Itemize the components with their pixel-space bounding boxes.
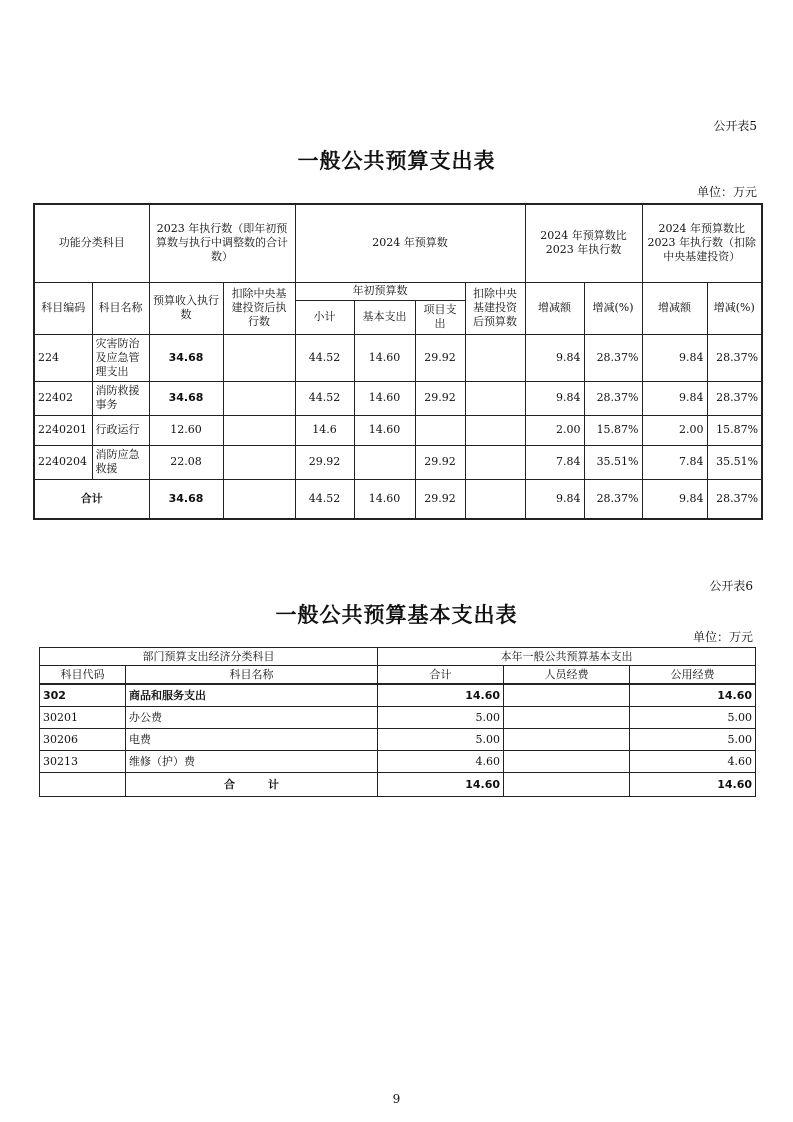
table6-unit: 单位：万元 <box>692 630 753 644</box>
total-inc2: 9.84 <box>642 479 707 519</box>
cell-name: 办公费 <box>126 707 378 729</box>
cell-name: 行政运行 <box>92 415 149 445</box>
header-subject-code: 科目编码 <box>34 282 92 334</box>
header-increase-pct-1: 增减(%) <box>584 282 642 334</box>
cell-inc1: 9.84 <box>525 334 584 381</box>
cell-pct1: 15.87% <box>584 415 642 445</box>
cell-public: 4.60 <box>630 751 756 773</box>
cell-code: 302 <box>40 684 126 707</box>
table-row <box>40 707 756 729</box>
cell-personnel <box>504 684 630 707</box>
cell-project: 29.92 <box>415 334 465 381</box>
header-increase-amount-2: 增减额 <box>642 282 707 334</box>
cell-excl-budget <box>465 445 525 479</box>
cell-inc1: 2.00 <box>525 415 584 445</box>
cell-project: 29.92 <box>415 381 465 415</box>
cell-personnel <box>504 751 630 773</box>
cell-exec: 34.68 <box>149 381 223 415</box>
cell-total: 4.60 <box>378 751 504 773</box>
header-exec-2023: 2023 年执行数（即年初预算数与执行中调整数的合计数） <box>149 204 295 282</box>
cell-subtotal: 44.52 <box>295 381 354 415</box>
cell-code: 30206 <box>40 729 126 751</box>
header-excl-central-exec: 扣除中央基建投资后执行数 <box>223 282 295 334</box>
cell-public: 14.60 <box>630 684 756 707</box>
cell-inc2: 7.84 <box>642 445 707 479</box>
cell-pct2: 35.51% <box>707 445 762 479</box>
cell-exec: 12.60 <box>149 415 223 445</box>
cell-inc1: 9.84 <box>525 381 584 415</box>
header-subtotal: 小计 <box>295 300 354 334</box>
cell-name: 消防救援事务 <box>92 381 149 415</box>
header-econ-subject: 部门预算支出经济分类科目 <box>40 648 378 666</box>
cell-name: 消防应急救援 <box>92 445 149 479</box>
cell-total: 5.00 <box>378 729 504 751</box>
cell-pct2: 28.37% <box>707 381 762 415</box>
cell-personnel <box>504 729 630 751</box>
cell-code: 224 <box>34 334 92 381</box>
table-row <box>34 415 762 445</box>
total-total: 14.60 <box>378 773 504 797</box>
cell-basic <box>354 445 415 479</box>
cell-pct2: 15.87% <box>707 415 762 445</box>
header-increase-amount-1: 增减额 <box>525 282 584 334</box>
header-project-exp: 项目支出 <box>415 300 465 334</box>
header-increase-pct-2: 增减(%) <box>707 282 762 334</box>
general-budget-basic-expenditure-table <box>39 647 756 797</box>
cell-pct1: 35.51% <box>584 445 642 479</box>
cell-project <box>415 415 465 445</box>
header-personnel: 人员经费 <box>504 666 630 685</box>
cell-excl-exec <box>223 415 295 445</box>
cell-personnel <box>504 707 630 729</box>
header-func-subject: 功能分类科目 <box>34 204 149 282</box>
total-row <box>34 479 762 519</box>
cell-pct2: 28.37% <box>707 334 762 381</box>
header-compare-excl: 2024 年预算数比 2023 年执行数（扣除中央基建投资） <box>642 204 762 282</box>
table5-unit: 单位：万元 <box>696 185 757 199</box>
table5-tag: 公开表5 <box>713 119 757 133</box>
cell-excl-budget <box>465 381 525 415</box>
total-subtotal: 44.52 <box>295 479 354 519</box>
header-excl-central-budget: 扣除中央基建投资后预算数 <box>465 282 525 334</box>
cell-pct1: 28.37% <box>584 381 642 415</box>
cell-total: 5.00 <box>378 707 504 729</box>
total-personnel <box>504 773 630 797</box>
total-row <box>40 773 756 797</box>
cell-subtotal: 29.92 <box>295 445 354 479</box>
cell-basic: 14.60 <box>354 334 415 381</box>
cell-name: 维修（护）费 <box>126 751 378 773</box>
cell-code: 30201 <box>40 707 126 729</box>
header-compare: 2024 年预算数比 2023 年执行数 <box>525 204 642 282</box>
cell-excl-exec <box>223 381 295 415</box>
cell-total: 14.60 <box>378 684 504 707</box>
table5-title: 一般公共预算支出表 <box>297 149 496 173</box>
header-public: 公用经费 <box>630 666 756 685</box>
cell-code: 2240204 <box>34 445 92 479</box>
cell-basic: 14.60 <box>354 415 415 445</box>
cell-inc2: 2.00 <box>642 415 707 445</box>
cell-code: 22402 <box>34 381 92 415</box>
cell-subtotal: 44.52 <box>295 334 354 381</box>
cell-project: 29.92 <box>415 445 465 479</box>
total-empty-cell <box>40 773 126 797</box>
table-row <box>40 729 756 751</box>
cell-inc2: 9.84 <box>642 381 707 415</box>
header-name: 科目名称 <box>126 666 378 685</box>
header-basic-exp: 本年一般公共预算基本支出 <box>378 648 756 666</box>
total-excl-exec <box>223 479 295 519</box>
total-label: 合计 <box>34 479 149 519</box>
general-budget-expenditure-table <box>33 203 763 520</box>
cell-excl-exec <box>223 445 295 479</box>
table-row <box>34 381 762 415</box>
table6-tag: 公开表6 <box>709 579 753 593</box>
header-budget-income-exec: 预算收入执行数 <box>149 282 223 334</box>
table-row <box>40 751 756 773</box>
header-budget-2024: 2024 年预算数 <box>295 204 525 282</box>
total-public: 14.60 <box>630 773 756 797</box>
cell-excl-budget <box>465 415 525 445</box>
total-excl-budget <box>465 479 525 519</box>
cell-public: 5.00 <box>630 729 756 751</box>
cell-name: 灾害防治及应急管理支出 <box>92 334 149 381</box>
table-row <box>34 445 762 479</box>
cell-code: 2240201 <box>34 415 92 445</box>
table-row <box>40 684 756 707</box>
total-pct2: 28.37% <box>707 479 762 519</box>
cell-basic: 14.60 <box>354 381 415 415</box>
total-project: 29.92 <box>415 479 465 519</box>
cell-exec: 22.08 <box>149 445 223 479</box>
cell-pct1: 28.37% <box>584 334 642 381</box>
header-total: 合计 <box>378 666 504 685</box>
cell-excl-budget <box>465 334 525 381</box>
table-row <box>34 334 762 381</box>
page-number: 9 <box>392 1092 401 1106</box>
cell-excl-exec <box>223 334 295 381</box>
header-subject-name: 科目名称 <box>92 282 149 334</box>
cell-inc1: 7.84 <box>525 445 584 479</box>
total-basic: 14.60 <box>354 479 415 519</box>
header-initial-budget: 年初预算数 <box>295 282 465 300</box>
cell-code: 30213 <box>40 751 126 773</box>
cell-exec: 34.68 <box>149 334 223 381</box>
table6-title: 一般公共预算基本支出表 <box>275 603 518 627</box>
total-exec: 34.68 <box>149 479 223 519</box>
cell-name: 商品和服务支出 <box>126 684 378 707</box>
cell-name: 电费 <box>126 729 378 751</box>
header-basic-exp: 基本支出 <box>354 300 415 334</box>
cell-inc2: 9.84 <box>642 334 707 381</box>
cell-subtotal: 14.6 <box>295 415 354 445</box>
cell-public: 5.00 <box>630 707 756 729</box>
total-inc1: 9.84 <box>525 479 584 519</box>
total-label: 合 计 <box>126 773 378 797</box>
header-code: 科目代码 <box>40 666 126 685</box>
total-pct1: 28.37% <box>584 479 642 519</box>
